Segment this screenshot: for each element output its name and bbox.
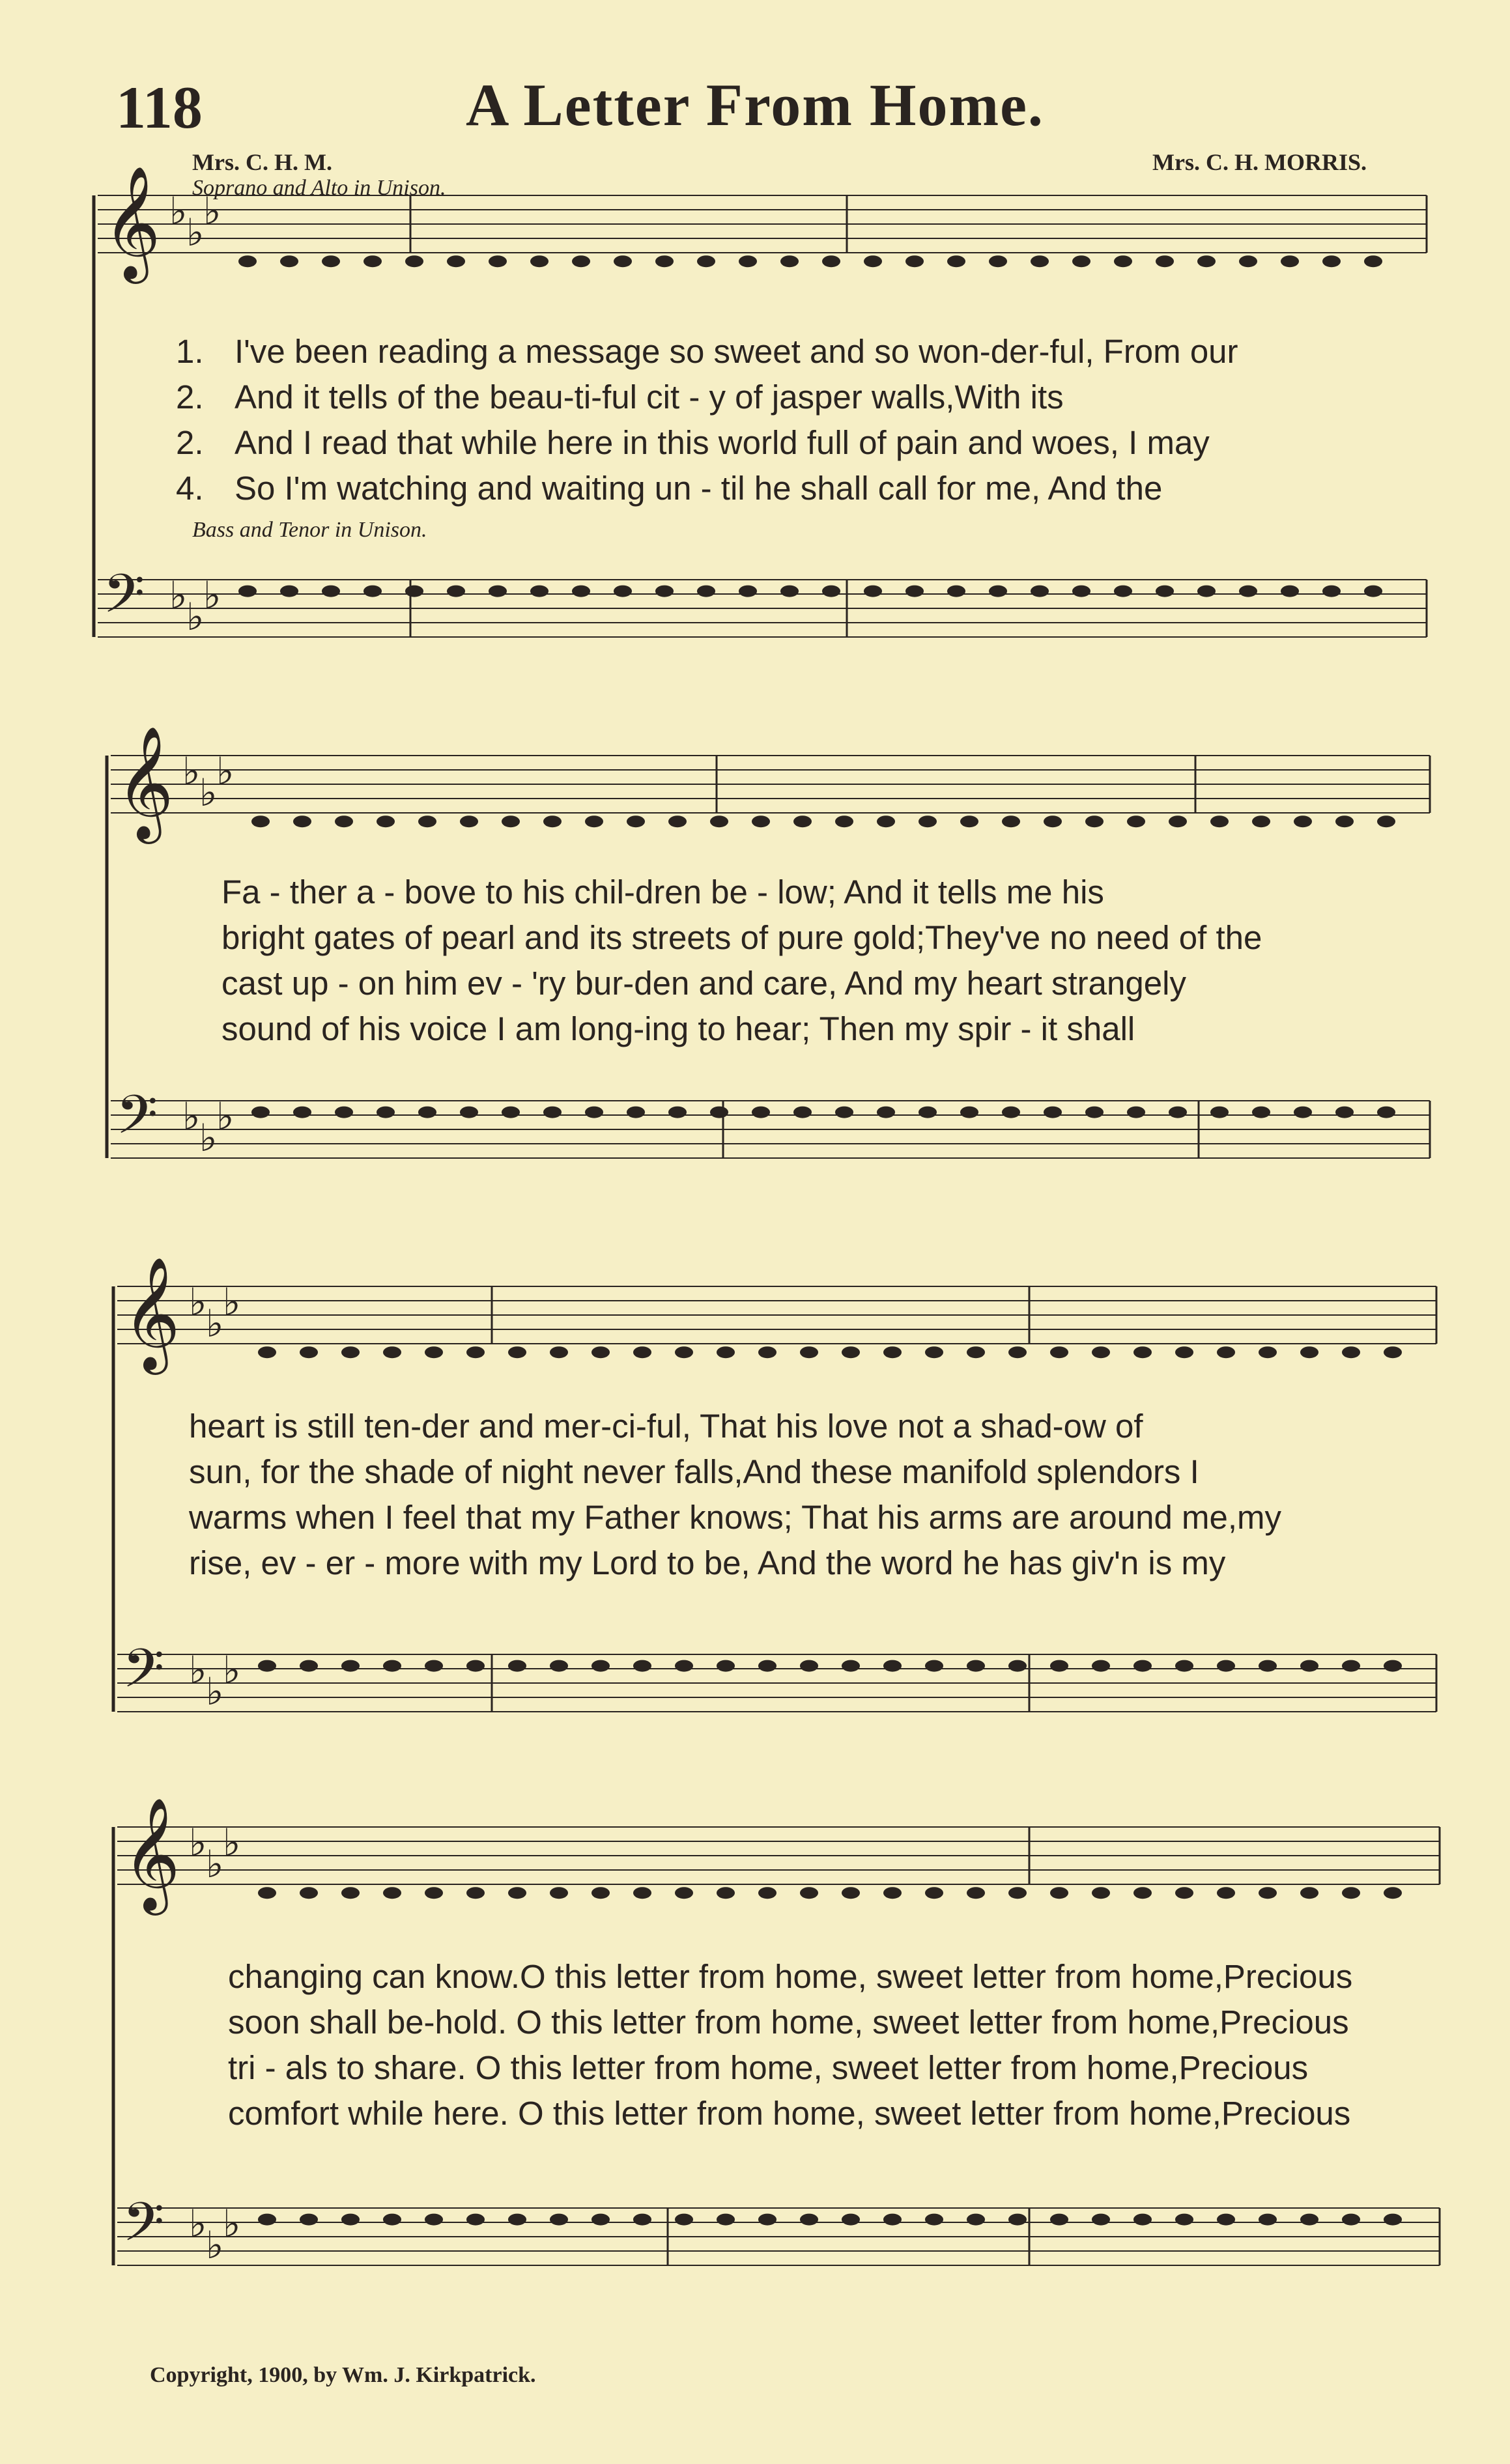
svg-text:♭: ♭ xyxy=(223,1280,241,1324)
lyric-text: bright gates of pearl and its streets of pure gold;They've no need of the xyxy=(221,919,1262,956)
lyric-text: tri - als to share. O this letter from home, sweet letter from home,Precious xyxy=(228,2049,1309,2086)
lyric-line xyxy=(221,918,1406,964)
lyric-text: rise, ev - er - more with my Lord to be, And the word he has giv'n is my xyxy=(189,1544,1226,1581)
lyric-line xyxy=(228,2048,1406,2094)
svg-text:♭: ♭ xyxy=(223,2202,241,2246)
lyric-line xyxy=(189,1452,1406,1498)
lyric-text: warms when I feel that my Father knows; That his arms are around me,my xyxy=(189,1499,1282,1536)
svg-text:♭: ♭ xyxy=(206,2223,224,2267)
bass-clef-icon: 𝄢 xyxy=(122,2190,165,2267)
lyric-line xyxy=(176,469,1406,515)
lyric-text: I've been reading a message so sweet and so won-der-ful, From our xyxy=(235,333,1238,370)
svg-text:♭: ♭ xyxy=(199,771,218,815)
svg-text:♭: ♭ xyxy=(206,1669,224,1714)
verse-number: 1. xyxy=(176,333,204,370)
treble-clef-icon: 𝄞 xyxy=(122,1797,180,1911)
svg-text:♭: ♭ xyxy=(216,749,235,793)
verse-number: 2. xyxy=(176,378,204,416)
lyric-text: changing can know.O this letter from home, sweet letter from home,Precious xyxy=(228,1958,1353,1995)
verse-number: 2. xyxy=(176,424,204,461)
lyric-line xyxy=(221,873,1406,918)
lyric-line xyxy=(176,423,1406,469)
lyric-line xyxy=(176,332,1406,378)
svg-text:♭: ♭ xyxy=(203,189,221,233)
system-3-lyrics xyxy=(189,1407,1406,1589)
lyric-text: And it tells of the beau-ti-ful cit - y of jasper walls,With its xyxy=(235,378,1064,416)
svg-text:♭: ♭ xyxy=(169,189,188,233)
lyric-line xyxy=(221,964,1406,1010)
lyric-text: comfort while here. O this letter from home, sweet letter from home,Precious xyxy=(228,2095,1351,2132)
lyric-line xyxy=(221,1010,1406,1055)
lyric-text: Fa - ther a - bove to his chil-dren be - low; And it tells me his xyxy=(221,873,1104,911)
treble-direction: Soprano and Alto in Unison. xyxy=(192,176,446,200)
lyric-text: sun, for the shade of night never falls,And these manifold splendors I xyxy=(189,1453,1199,1490)
svg-text:♭: ♭ xyxy=(206,1301,224,1346)
svg-text:♭: ♭ xyxy=(186,595,205,639)
svg-text:♭: ♭ xyxy=(182,1094,201,1139)
bass-clef-icon: 𝄢 xyxy=(122,1637,165,1713)
lyric-line xyxy=(176,378,1406,423)
svg-text:♭: ♭ xyxy=(169,573,188,617)
treble-clef-icon: 𝄞 xyxy=(103,165,161,279)
svg-text:♭: ♭ xyxy=(223,1648,241,1692)
bass-clef-icon: 𝄢 xyxy=(116,1083,158,1159)
bass-direction: Bass and Tenor in Unison. xyxy=(192,518,427,542)
svg-text:♭: ♭ xyxy=(203,573,221,617)
svg-text:♭: ♭ xyxy=(206,1842,224,1886)
music-credit: Mrs. C. H. MORRIS. xyxy=(1152,149,1367,175)
svg-text:♭: ♭ xyxy=(199,1116,218,1160)
svg-text:♭: ♭ xyxy=(223,1820,241,1865)
svg-text:♭: ♭ xyxy=(189,1820,207,1865)
lyric-line xyxy=(228,2003,1406,2048)
lyric-text: And I read that while here in this world full of pain and woes, I may xyxy=(235,424,1210,461)
system-4-lyrics xyxy=(228,1957,1406,2140)
song-title: A Letter From Home. xyxy=(466,72,1044,138)
treble-clef-icon: 𝄞 xyxy=(122,1256,180,1370)
lyric-text: So I'm watching and waiting un - til he shall call for me, And the xyxy=(235,470,1163,507)
words-credit: Mrs. C. H. M. xyxy=(192,149,332,175)
lyric-line xyxy=(189,1407,1406,1452)
svg-text:♭: ♭ xyxy=(182,749,201,793)
lyric-text: heart is still ten-der and mer-ci-ful, That his love not a shad-ow of xyxy=(189,1408,1143,1445)
verse-number: 4. xyxy=(176,470,204,507)
lyric-text: sound of his voice I am long-ing to hear; Then my spir - it shall xyxy=(221,1010,1135,1047)
svg-text:♭: ♭ xyxy=(189,1648,207,1692)
lyric-line xyxy=(228,2094,1406,2140)
svg-text:♭: ♭ xyxy=(189,2202,207,2246)
svg-text:♭: ♭ xyxy=(216,1094,235,1139)
page-number: 118 xyxy=(116,74,203,141)
lyric-text: cast up - on him ev - 'ry bur-den and care, And my heart strangely xyxy=(221,965,1186,1002)
lyric-text: soon shall be-hold. O this letter from home, sweet letter from home,Precious xyxy=(228,2004,1349,2041)
treble-clef-icon: 𝄞 xyxy=(116,726,174,840)
svg-text:♭: ♭ xyxy=(186,210,205,255)
lyric-line xyxy=(189,1498,1406,1544)
system-2-lyrics xyxy=(221,873,1406,1055)
lyric-line xyxy=(228,1957,1406,2003)
svg-text:♭: ♭ xyxy=(189,1280,207,1324)
system-1-lyrics xyxy=(176,332,1406,515)
lyric-line xyxy=(189,1544,1406,1589)
bass-clef-icon: 𝄢 xyxy=(103,562,145,638)
copyright: Copyright, 1900, by Wm. J. Kirkpatrick. xyxy=(150,2363,536,2387)
